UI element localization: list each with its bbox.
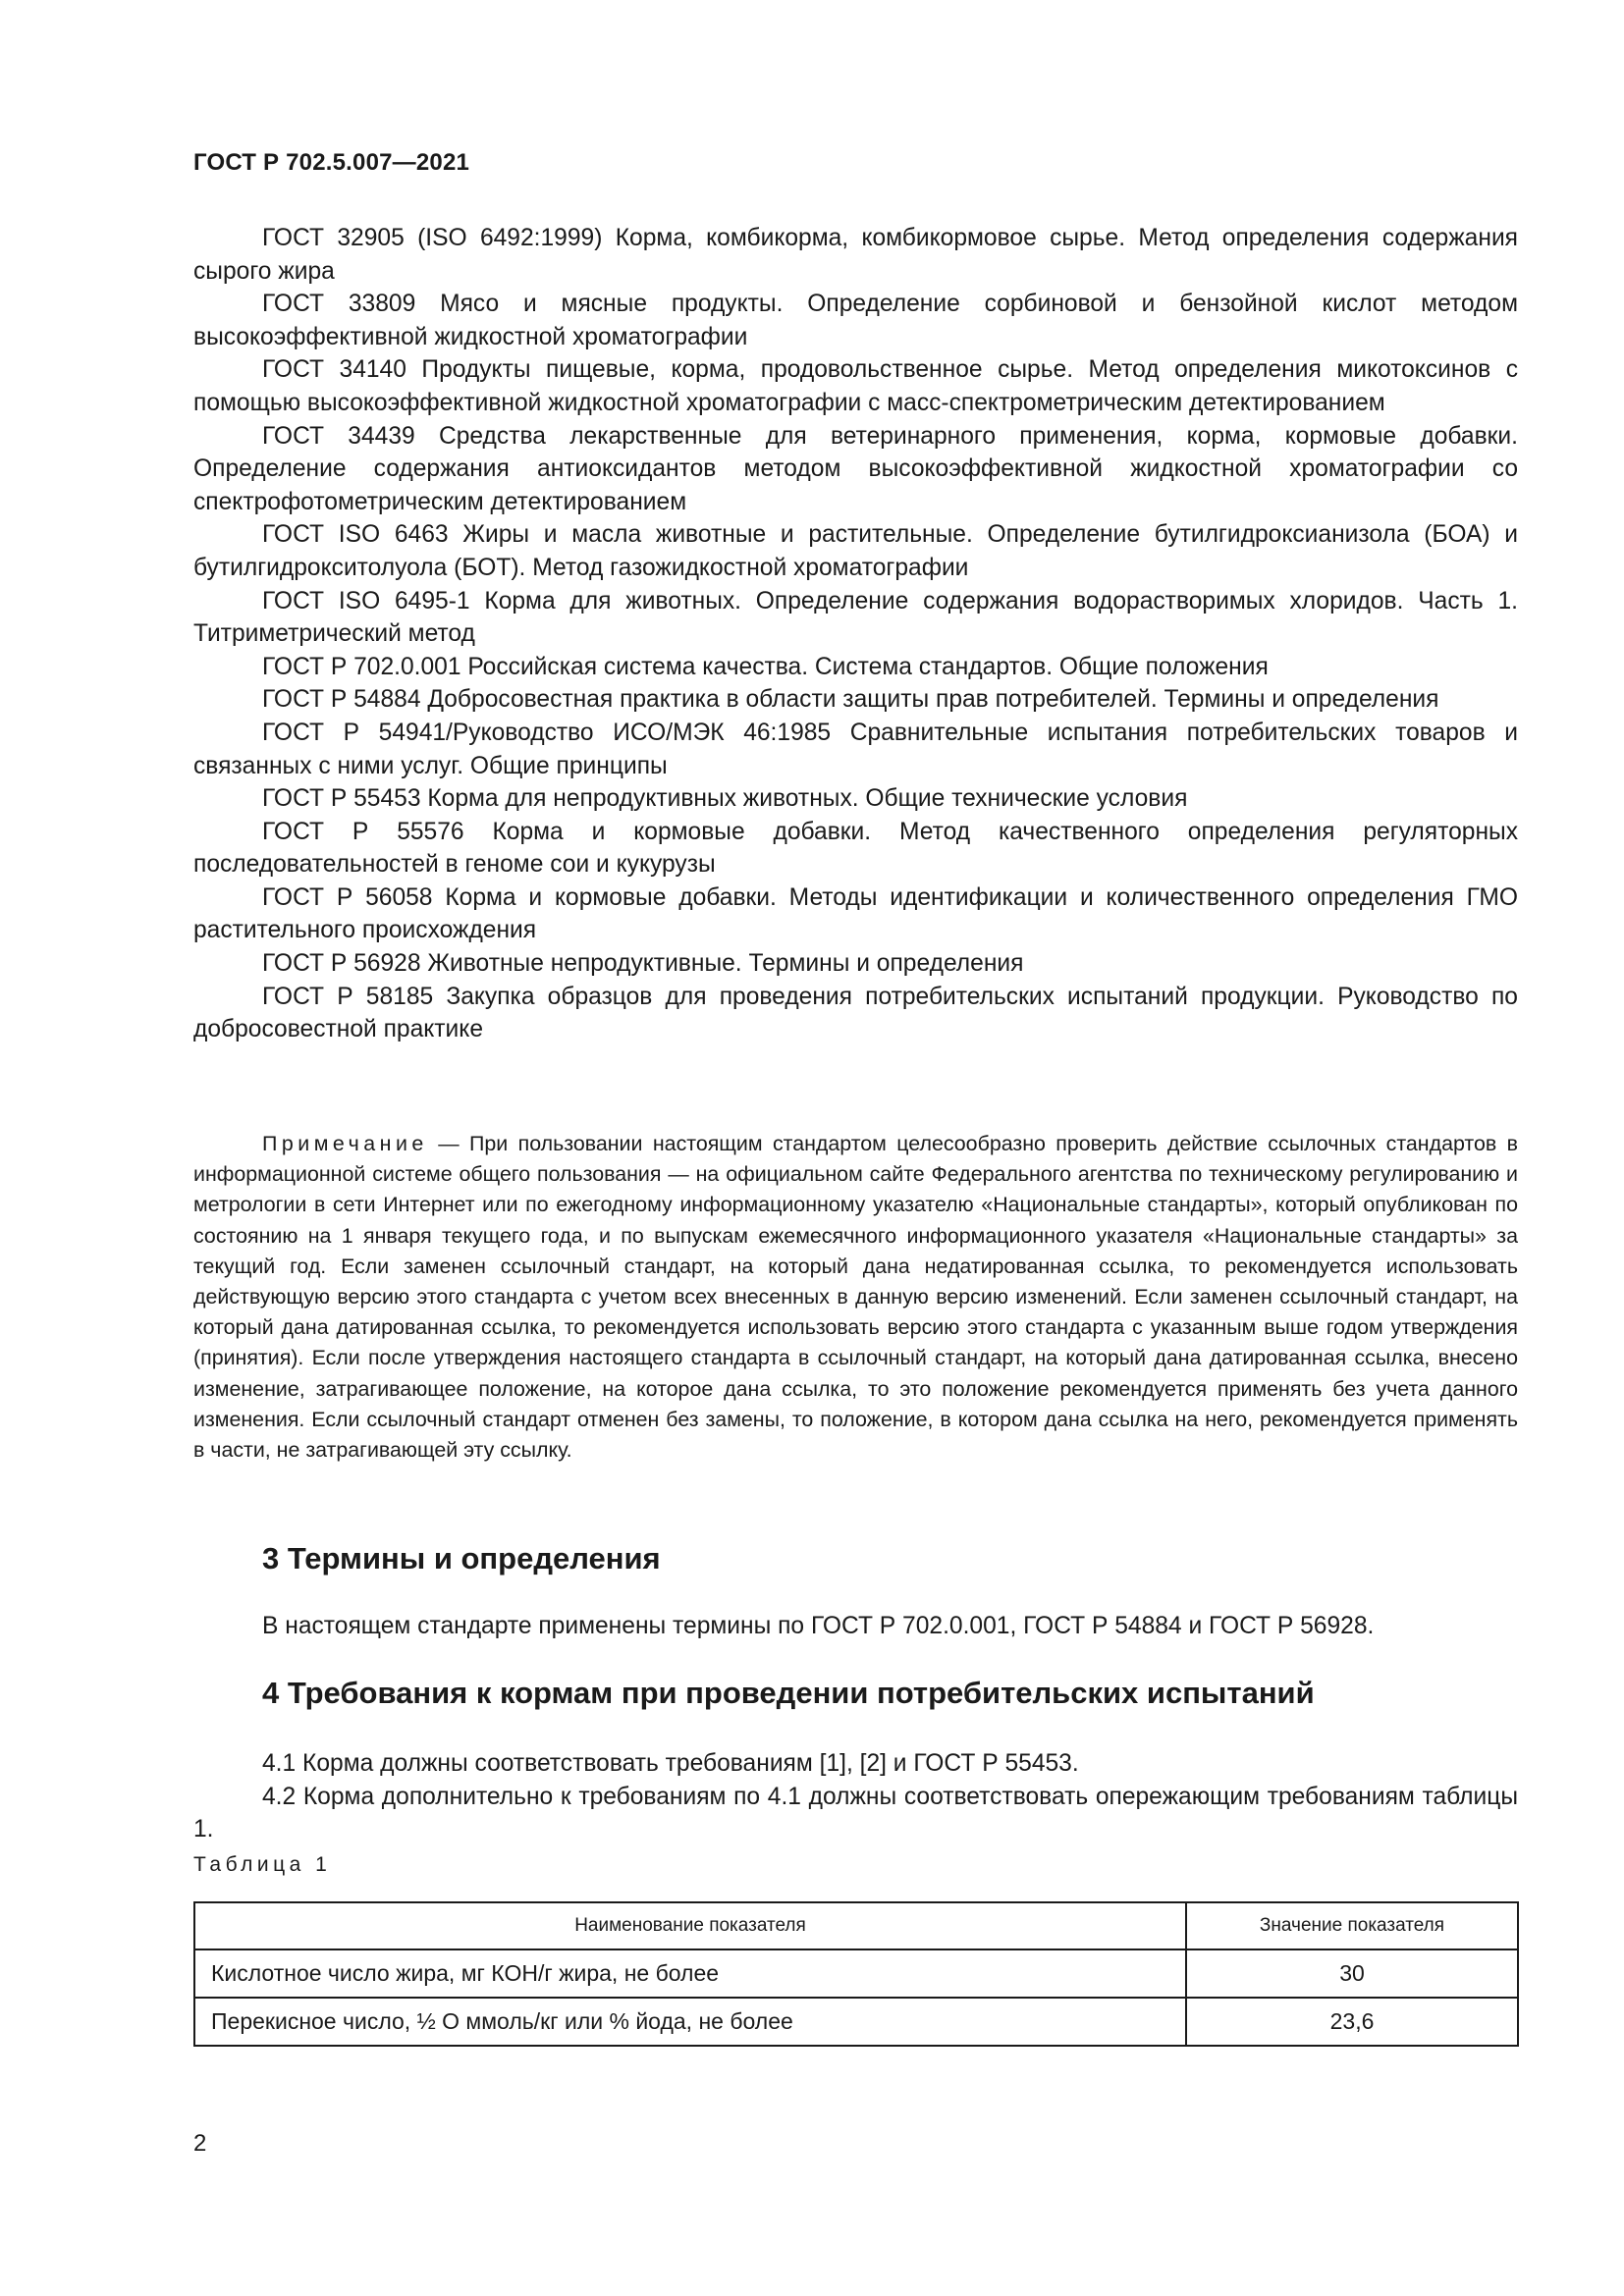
table-cell-value: 23,6	[1186, 1998, 1518, 2046]
reference-item: ГОСТ ISO 6495-1 Корма для животных. Определение содержания водорастворимых хлоридов. Часть 1. Титриметрический метод	[193, 587, 1518, 648]
table-header-row	[194, 1902, 1518, 1949]
reference-item: ГОСТ Р 54941/Руководство ИСО/МЭК 46:1985 Сравнительные испытания потребительских товаров и связанных с ними услуг. Общие принципы	[193, 719, 1518, 779]
note-block	[193, 1129, 1518, 1466]
page-number: 2	[193, 2130, 207, 2157]
reference-item: ГОСТ Р 56058 Корма и кормовые добавки. Методы идентификации и количественного определения ГМО растительного происхождения	[193, 883, 1518, 944]
note-paragraph	[193, 1129, 1518, 1466]
table-cell-value: 30	[1186, 1949, 1518, 1998]
reference-item: ГОСТ 33809 Мясо и мясные продукты. Определение сорбиновой и бензойной кислот методом высокоэффективной жидкостной хроматографии	[193, 291, 1518, 350]
section-3-text: В настоящем стандарте применены термины по ГОСТ Р 702.0.001, ГОСТ Р 54884 и ГОСТ Р 56928.	[262, 1613, 1375, 1639]
table-row	[194, 1949, 1518, 1998]
reference-item: ГОСТ Р 702.0.001 Российская система качества. Система стандартов. Общие положения	[262, 653, 1269, 680]
reference-item: ГОСТ 34140 Продукты пищевые, корма, продовольственное сырье. Метод определения микотоксинов с помощью высокоэффективной жидкостной хроматографии с масс-спектрометрическим детектированием	[193, 356, 1518, 416]
section-4-heading: 4 Требования к кормам при проведении потребительских испытаний	[262, 1676, 1315, 1710]
reference-item: ГОСТ ISO 6463 Жиры и масла животные и растительные. Определение бутилгидроксианизола (БОА) и бутилгидрокситолуола (БОТ). Метод газожидкостной хроматографии	[193, 521, 1518, 581]
reference-item: ГОСТ Р 54884 Добросовестная практика в области защиты прав потребителей. Термины и определения	[262, 686, 1439, 714]
reference-item: ГОСТ Р 55576 Корма и кормовые добавки. Метод качественного определения регуляторных последовательностей в геноме сои и кукурузы	[193, 818, 1518, 879]
document-code-header: ГОСТ Р 702.5.007—2021	[193, 149, 470, 176]
note-label: Примечание	[262, 1132, 428, 1155]
requirements-table	[193, 1901, 1519, 2047]
table-cell-indicator: Кислотное число жира, мг КОН/г жира, не более	[194, 1949, 1186, 1998]
note-text: — При пользовании настоящим стандартом целесообразно проверить действие ссылочных стандартов в информационной системе общего пользования — на официальном сайте Федерального агентства по техническому регулированию и метрологии в сети Интернет или по ежегодному информационному указателю «Национальные стандарты», который опубликован по состоянию на 1 января текущего года, и по выпускам ежемесячного информационного указателя «Национальные стандарты» за текущий год. Если заменен ссылочный стандарт, на который дана недатированная ссылка, то рекомендуется использовать действующую версию этого стандарта с учетом всех внесенных в данную версию изменений. Если заменен ссылочный стандарт, на который дана датированная ссылка, то рекомендуется использовать версию этого стандарта с указанным выше годом утверждения (принятия). Если после утверждения настоящего стандарта в ссылочный стандарт, на который дана датированная ссылка, внесено изменение, затрагивающее положение, на которое дана ссылка, то это положение рекомендуется применять без учета данного изменения. Если ссылочный стандарт отменен без замены, то положение, в котором дана ссылка на него, рекомендуется применять в части, не затрагивающей эту ссылку.	[193, 1132, 1518, 1463]
reference-item: ГОСТ Р 56928 Животные непродуктивные. Термины и определения	[262, 950, 1024, 978]
clause-4-2: 4.2 Корма дополнительно к требованиям по 4.1 должны соответствовать опережающим требованиям таблицы 1.	[193, 1783, 1518, 1843]
reference-item: ГОСТ 34439 Средства лекарственные для ветеринарного применения, корма, кормовые добавки. Определение содержания антиоксидантов методом высокоэффективной жидкостной хроматографии со спектрофотометрическим детектированием	[193, 422, 1518, 515]
table-row	[194, 1998, 1518, 2046]
section-3-heading: 3 Термины и определения	[262, 1541, 661, 1575]
section-4-body	[193, 1747, 1518, 1846]
reference-item: ГОСТ 32905 (ISO 6492:1999) Корма, комбикорма, комбикормовое сырье. Метод определения содержания сырого жира	[193, 225, 1518, 285]
normative-references-list	[193, 222, 1518, 1046]
table-cell-indicator: Перекисное число, ½ О ммоль/кг или % йода, не более	[194, 1998, 1186, 2046]
table-caption: Таблица 1	[193, 1853, 332, 1876]
table-header-indicator: Наименование показателя	[194, 1902, 1186, 1949]
table-header-value: Значение показателя	[1186, 1902, 1518, 1949]
reference-item: ГОСТ Р 55453 Корма для непродуктивных животных. Общие технические условия	[262, 785, 1188, 813]
reference-item: ГОСТ Р 58185 Закупка образцов для проведения потребительских испытаний продукции. Руководство по добросовестной практике	[193, 983, 1518, 1043]
clause-4-1: 4.1 Корма должны соответствовать требованиям [1], [2] и ГОСТ Р 55453.	[262, 1750, 1079, 1777]
